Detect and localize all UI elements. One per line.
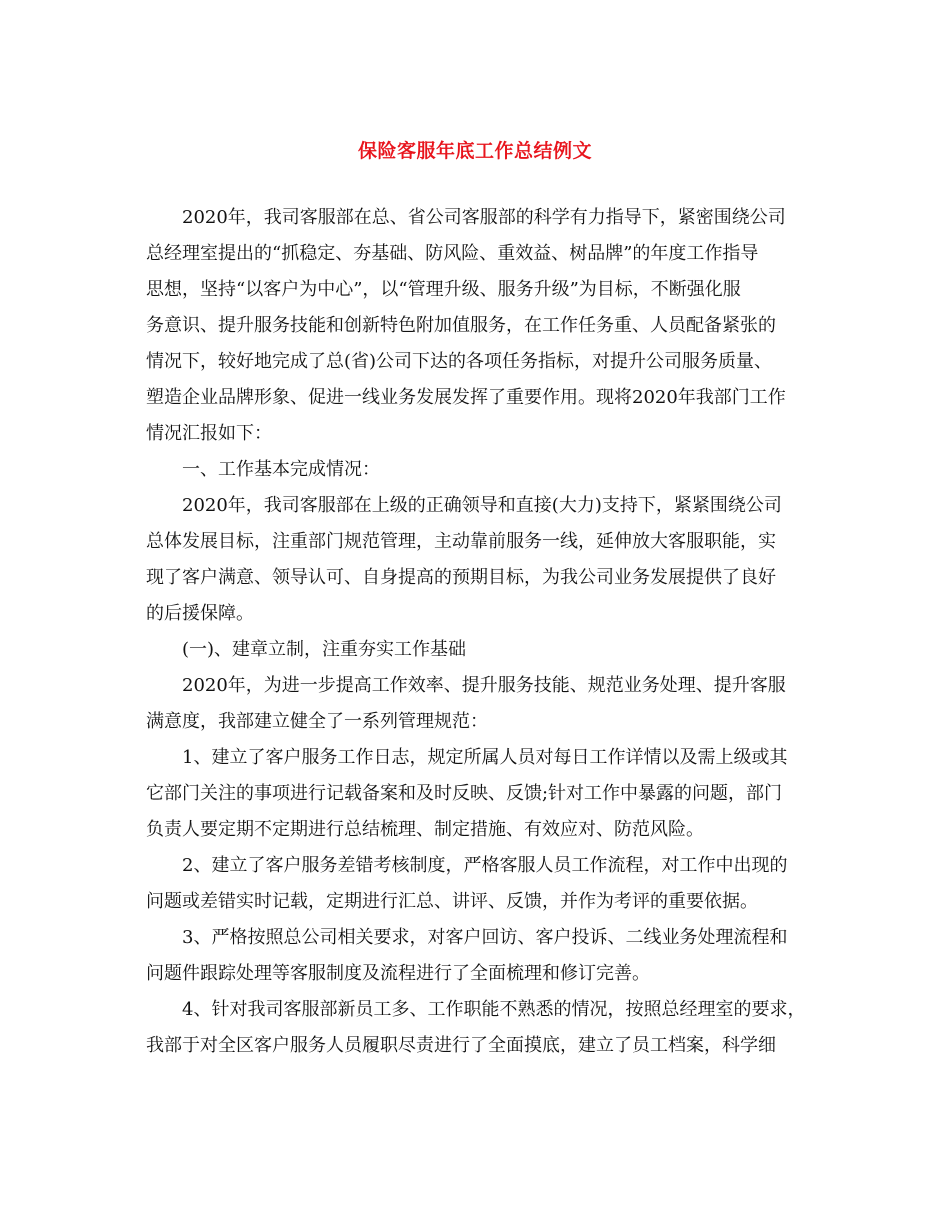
paragraph-line: 的后援保障。	[146, 603, 254, 624]
paragraph-line: 思想，坚持“以客户为中心”，以“管理升级、服务升级”为目标，不断强化服	[146, 279, 741, 300]
list-item-line: 问题或差错实时记载，定期进行汇总、讲评、反馈，并作为考评的重要依据。	[146, 891, 758, 912]
paragraph-line: 满意度，我部建立健全了一系列管理规范：	[146, 711, 488, 732]
section-heading: 一、工作基本完成情况：	[182, 459, 380, 480]
paragraph-line: 现了客户满意、领导认可、自身提高的预期目标，为我公司业务发展提供了良好	[146, 567, 776, 588]
list-item-line: 1、建立了客户服务工作日志，规定所属人员对每日工作详情以及需上级或其	[182, 747, 788, 768]
list-item-line: 负责人要定期不定期进行总结梳理、制定措施、有效应对、防范风险。	[146, 819, 704, 840]
paragraph-line: 总体发展目标，注重部门规范管理，主动靠前服务一线，延伸放大客服职能，实	[146, 531, 776, 552]
list-item-line: 4、针对我司客服部新员工多、工作职能不熟悉的情况，按照总经理室的要求，	[182, 999, 806, 1020]
paragraph-line: 情况汇报如下：	[146, 423, 272, 444]
paragraph-line: 总经理室提出的“抓稳定、夯基础、防风险、重效益、树品牌”的年度工作指导	[146, 243, 759, 264]
list-item-line: 它部门关注的事项进行记载备案和及时反映、反馈;针对工作中暴露的问题，部门	[146, 783, 783, 804]
paragraph-line: 2020年，我司客服部在总、省公司客服部的科学有力指导下，紧密围绕公司	[182, 207, 786, 228]
paragraph-line: 务意识、提升服务技能和创新特色附加值服务，在工作任务重、人员配备紧张的	[146, 315, 776, 336]
subsection-heading: (一)、建章立制，注重夯实工作基础	[182, 639, 467, 660]
list-item-line: 我部于对全区客户服务人员履职尽责进行了全面摸底，建立了员工档案，科学细	[146, 1035, 776, 1056]
list-item-line: 2、建立了客户服务差错考核制度，严格客服人员工作流程，对工作中出现的	[182, 855, 788, 876]
paragraph-line: 2020年，我司客服部在上级的正确领导和直接(大力)支持下，紧紧围绕公司	[182, 495, 782, 516]
document-title: 保险客服年底工作总结例文	[357, 140, 592, 162]
list-item-line: 问题件跟踪处理等客服制度及流程进行了全面梳理和修订完善。	[146, 963, 650, 984]
list-item-line: 3、严格按照总公司相关要求，对客户回访、客户投诉、二线业务处理流程和	[182, 927, 788, 948]
paragraph-line: 2020年，为进一步提高工作效率、提升服务技能、规范业务处理、提升客服	[182, 675, 786, 696]
paragraph-line: 情况下，较好地完成了总(省)公司下达的各项任务指标，对提升公司服务质量、	[146, 351, 773, 372]
paragraph-line: 塑造企业品牌形象、促进一线业务发展发挥了重要作用。现将2020年我部门工作	[146, 387, 786, 408]
